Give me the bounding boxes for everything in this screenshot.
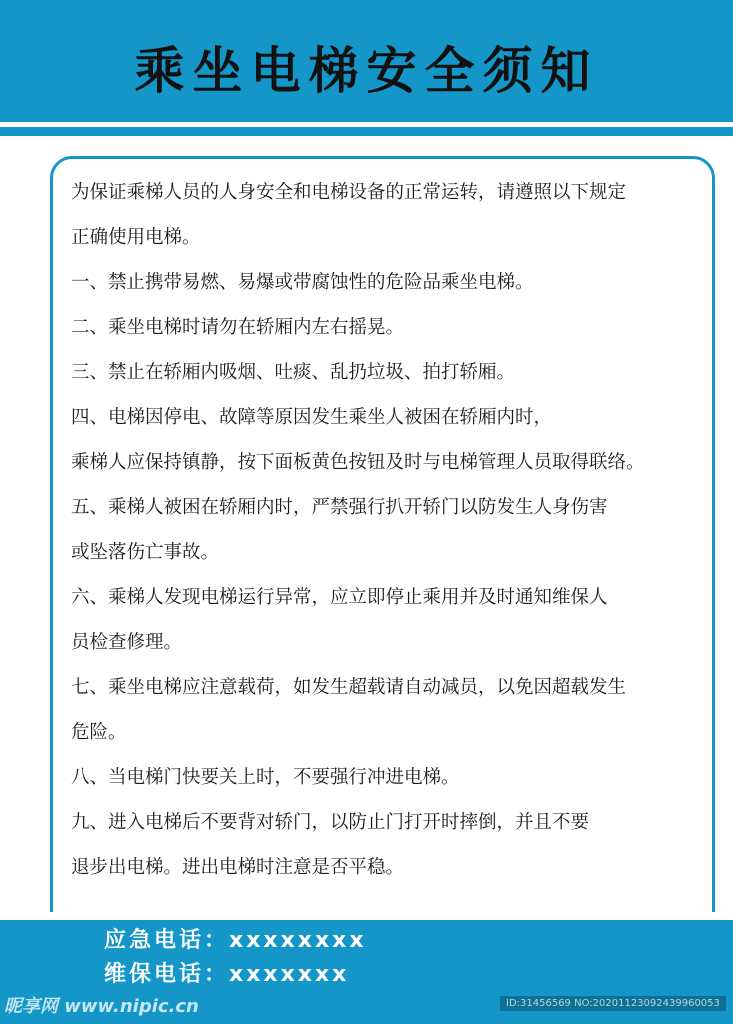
- rule-2: 二、乘坐电梯时请勿在轿厢内左右摇晃。: [71, 317, 405, 338]
- rule-8: 八、当电梯门快要关上时，不要强行冲进电梯。: [71, 767, 460, 788]
- rule-6-line-1: 六、乘梯人发现电梯运行异常，应立即停止乘用并及时通知维保人: [71, 587, 608, 608]
- rule-5-line-1: 五、乘梯人被困在轿厢内时，严禁强行扒开轿门以防发生人身伤害: [71, 497, 608, 518]
- rule-7-line-1: 七、乘坐电梯应注意载荷，如发生超载请自动减员，以免因超载发生: [71, 677, 627, 698]
- header-divider: [0, 127, 733, 136]
- maintenance-phone: 维保电话：xxxxxxx: [104, 962, 350, 987]
- page-title: 乘坐电梯安全须知: [134, 42, 599, 100]
- watermark-site: 昵享网 www.nipic.cn: [4, 996, 199, 1017]
- rule-9-line-1: 九、进入电梯后不要背对轿门，以防止门打开时摔倒，并且不要: [71, 812, 590, 833]
- footer-top-gap: [0, 912, 733, 920]
- rule-6-line-2: 员检查修理。: [71, 632, 183, 653]
- rule-3: 三、禁止在轿厢内吸烟、吐痰、乱扔垃圾、拍打轿厢。: [71, 362, 516, 383]
- rule-4-line-2: 乘梯人应保持镇静，按下面板黄色按钮及时与电梯管理人员取得联络。: [71, 452, 645, 473]
- intro-line-1: 为保证乘梯人员的人身安全和电梯设备的正常运转，请遵照以下规定: [71, 182, 627, 203]
- rule-1: 一、禁止携带易燃、易爆或带腐蚀性的危险品乘坐电梯。: [71, 272, 534, 293]
- intro-line-2: 正确使用电梯。: [71, 227, 201, 248]
- emergency-phone: 应急电话：xxxxxxxx: [104, 928, 367, 953]
- rule-9-line-2: 退步出电梯。进出电梯时注意是否平稳。: [71, 857, 405, 878]
- rule-5-line-2: 或坠落伤亡事故。: [71, 542, 220, 563]
- watermark-id: ID:31456569 NO:20201123092439960053: [500, 996, 726, 1011]
- rule-7-line-2: 危险。: [71, 722, 127, 743]
- rule-4-line-1: 四、电梯因停电、故障等原因发生乘坐人被困在轿厢内时，: [71, 407, 553, 428]
